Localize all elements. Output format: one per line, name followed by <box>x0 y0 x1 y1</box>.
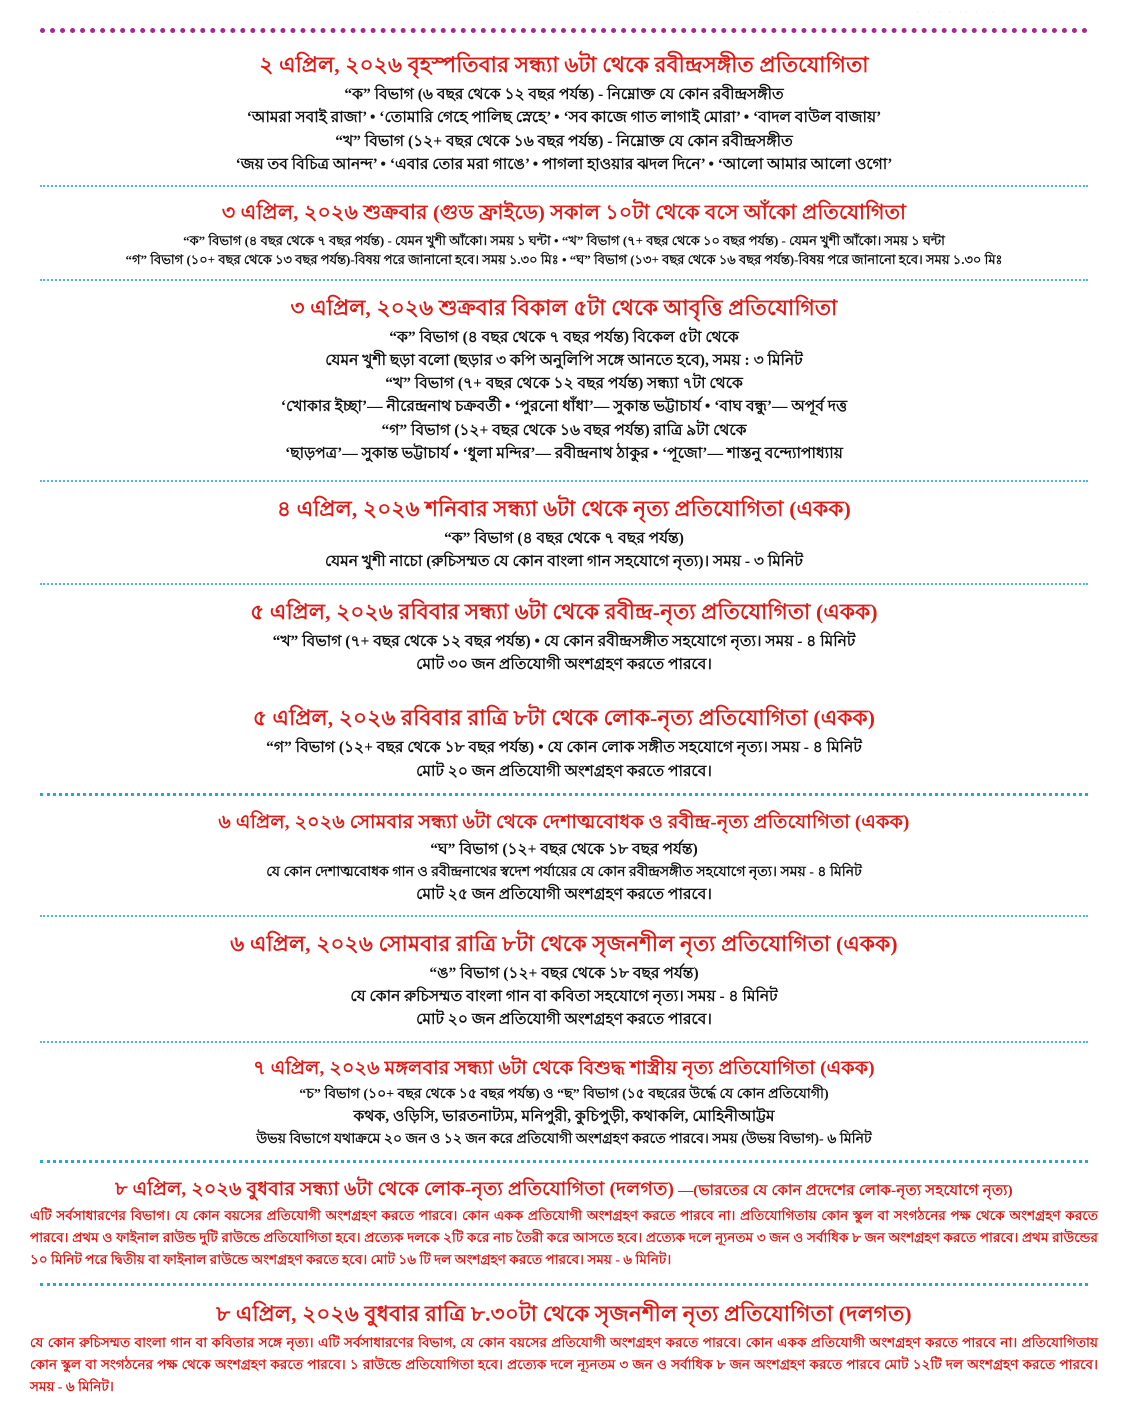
section-line: “ক” বিভাগ (৪ বছর থেকে ৭ বছর পর্যন্ত) <box>444 530 684 548</box>
section-heading: ২ এপ্রিল, ২০২৬ বৃহস্পতিবার সন্ধ্যা ৬টা থেকে রবীন্দ্রসঙ্গীত প্রতিযোগিতা <box>259 53 869 77</box>
section-shastriya <box>0 1048 1128 1154</box>
section-line: “ক” বিভাগ (৪ বছর থেকে ৭ বছর পর্যন্ত) - যেমন খুশী আঁকো। সময় ১ ঘন্টা • “খ” বিভাগ (৭+ বছর থেকে ১০ বছর পর্যন্ত) - যেমন খুশী আঁকো। সময় ১ ঘন্টা <box>183 232 945 248</box>
section-line: যেমন খুশী ছড়া বলো (ছড়ার ৩ কপি অনুলিপি সঙ্গে আনতে হবে), সময় : ৩ মিনিট <box>325 351 803 369</box>
section-line: “ঘ” বিভাগ (১২+ বছর থেকে ১৮ বছর পর্যন্ত) <box>430 841 698 859</box>
section-heading: ৫ এপ্রিল, ২০২৬ রবিবার রাত্রি ৮টা থেকে লোক-নৃত্য প্রতিযোগিতা (একক) <box>252 706 876 731</box>
section-heading: ৩ এপ্রিল, ২০২৬ শুক্রবার বিকাল ৫টা থেকে আবৃত্তি প্রতিযোগিতা <box>290 295 838 320</box>
section-line: “খ” বিভাগ (১২+ বছর থেকে ১৬ বছর পর্যন্ত) - নিম্নোক্ত যে কোন রবীন্দ্রসঙ্গীত <box>335 132 793 150</box>
section-bose-anko <box>0 192 1128 274</box>
divider-blue <box>40 583 1088 585</box>
section-line: “খ” বিভাগ (৭+ বছর থেকে ১২ বছর পর্যন্ত) • যে কোন রবীন্দ্রসঙ্গীত সহযোগে নৃত্য। সময় - ৪ মিনিট <box>272 632 856 650</box>
section-heading: ৮ এপ্রিল, ২০২৬ বুধবার রাত্রি ৮.৩০টা থেকে সৃজনশীল নৃত্য প্রতিযোগিতা (দলগত) <box>216 1302 912 1327</box>
scan-artifact-text: · · · · ·· · ·· · <box>916 8 1008 17</box>
divider-blue <box>40 480 1088 482</box>
section-line: মোট ৩০ জন প্রতিযোগী অংশগ্রহণ করতে পারবে। <box>416 655 712 673</box>
section-line: “গ” বিভাগ (১০+ বছর থেকে ১৩ বছর পর্যন্ত)-বিষয় পরে জানানো হবে। সময় ১.৩০ মিঃ • “ঘ” বিভাগ (১৩+ বছর থেকে ১৬ বছর পর্যন্ত)-বিষয় পরে জানানো হবে। সময় ১.৩০ মিঃ <box>125 252 1003 268</box>
section-line: “ক” বিভাগ (৪ বছর থেকে ৭ বছর পর্যন্ত) বিকেল ৫টা থেকে <box>389 328 739 346</box>
section-line: মোট ২০ জন প্রতিযোগী অংশগ্রহণ করতে পারবে। <box>416 762 712 780</box>
divider-blue <box>40 915 1088 917</box>
divider-blue <box>40 1160 1088 1163</box>
section-line: “খ” বিভাগ (৭+ বছর থেকে ১২ বছর পর্যন্ত) সন্ধ্যা ৭টা থেকে <box>385 375 743 393</box>
section-heading-main: ৮ এপ্রিল, ২০২৬ বুধবার সন্ধ্যা ৬টা থেকে লোক-নৃত্য প্রতিযোগিতা (দলগত) <box>115 1178 675 1200</box>
section-line: “গ” বিভাগ (১২+ বছর থেকে ১৮ বছর পর্যন্ত) • যে কোন লোক সঙ্গীত সহযোগে নৃত্য। সময় - ৪ মিনিট <box>266 739 862 757</box>
section-heading <box>20 1177 1108 1203</box>
section-heading: ৪ এপ্রিল, ২০২৬ শনিবার সন্ধ্যা ৬টা থেকে নৃত্য প্রতিযোগিতা (একক) <box>276 497 852 522</box>
section-heading-tail: —(ভারতের যে কোন প্রদেশের লোক-নৃত্য সহযোগে নৃত্য) <box>674 1182 1013 1199</box>
section-line: ‘খোকার ইচ্ছা’— নীরেন্দ্রনাথ চক্রবর্তী • ‘পুরনো ধাঁধা’— সুকান্ত ভট্টাচার্য • ‘বাঘ বন্ধু’— অপূর্ব দত্ত <box>280 398 848 416</box>
section-heading: ৬ এপ্রিল, ২০২৬ সোমবার সন্ধ্যা ৬টা থেকে দেশাত্মবোধক ও রবীন্দ্র-নৃত্য প্রতিযোগিতা (একক) <box>218 811 910 833</box>
section-abritti <box>0 286 1128 470</box>
section-line: “গ” বিভাগ (১২+ বছর থেকে ১৬ বছর পর্যন্ত) রাত্রি ৯টা থেকে <box>381 421 747 439</box>
divider-blue <box>40 1283 1088 1286</box>
section-rabindrasangeet <box>0 43 1128 180</box>
section-line: “ঙ” বিভাগ (১২+ বছর থেকে ১৮ বছর পর্যন্ত) <box>429 964 699 982</box>
section-nritya-ekok <box>0 487 1128 578</box>
section-deshatmabodhok <box>0 802 1128 910</box>
section-line: যে কোন দেশাত্মবোধক গান ও রবীন্দ্রনাথের স্বদেশ পর্যায়ের যে কোন রবীন্দ্রসঙ্গীত সহযোগে নৃত্য। সময় - ৪ মিনিট <box>266 864 862 880</box>
section-line: ‘জয় তব বিচিত্র আনন্দ’ • ‘এবার তোর মরা গাঙে’ • পাগলা হাওয়ার ঝদল দিনে’ • ‘আলো আমার আলো ওগো’ <box>235 155 893 173</box>
section-line: “চ” বিভাগ (১০+ বছর থেকে ১৫ বছর পর্যন্ত) ও “ছ” বিভাগ (১৫ বছরের উর্দ্ধে যে কোন প্রতিযোগী) <box>299 1087 829 1103</box>
divider-blue <box>40 185 1088 187</box>
divider-top-purple <box>40 28 1088 33</box>
section-line: যে কোন রুচিসম্মত বাংলা গান বা কবিতা সহযোগে নৃত্য। সময় - ৪ মিনিট <box>350 988 778 1006</box>
section-srijonshil-dolgoto <box>0 1292 1128 1404</box>
section-heading: ৭ এপ্রিল, ২০২৬ মঙ্গলবার সন্ধ্যা ৬টা থেকে বিশুদ্ধ শাস্ত্রীয় নৃত্য প্রতিযোগিতা (একক) <box>253 1057 875 1079</box>
section-paragraph: এটি সর্বসাধারণের বিভাগ। যে কোন বয়সের প্রতিযোগী অংশগ্রহণ করতে পারবে। কোন একক প্রতিযোগী অংশগ্রহণ করতে পারবে না। প্রতিযোগিতায় কোন স্কুল বা সংগঠনের পক্ষ থেকে অংশগ্রহণ করতে পারবে। প্রথম ও ফাইনাল রাউন্ড দুটি রাউন্ডে প্রতিযোগিতা হবে। প্রত্যেক দলকে ২টি করে নাচ তৈরী করে আসতে হবে। প্রত্যেক দলে ন্যূনতম ৩ জন ও সর্বাধিক ৮ জন অংশগ্রহণ করতে পারবে। প্রথম রাউন্ডের ১০ মিনিট পরে দ্বিতীয় বা ফাইনাল রাউন্ডে অংশগ্রহণ করতে হবে। মোট ১৬ টি দল অংশগ্রহণ করতে পারবে। সময় - ৬ মিনিট। <box>30 1208 1098 1268</box>
section-line: কথক, ওড়িসি, ভারতনাট্যম, মনিপুরী, কুচিপুড়ী, কথাকলি, মোহিনীআট্টম <box>353 1108 775 1126</box>
divider-blue <box>40 279 1088 281</box>
section-line: ‘আমরা সবাই রাজা’ • ‘তোমারি গেহে পালিছ স্নেহে’ • ‘সব কাজে গাত লাগাই মোরা’ • ‘বাদল বাউল বাজায়’ <box>246 109 882 127</box>
section-line: মোট ২০ জন প্রতিযোগী অংশগ্রহণ করতে পারবে। <box>416 1011 712 1029</box>
section-line: উভয় বিভাগে যথাক্রমে ২০ জন ও ১২ জন করে প্রতিযোগী অংশগ্রহণ করতে পারবে। সময় (উভয় বিভাগ)- ৬ মিনিট <box>256 1131 872 1147</box>
section-lok-nritya-dolgoto <box>0 1169 1128 1278</box>
section-paragraph: যে কোন রুচিসম্মত বাংলা গান বা কবিতার সঙ্গে নৃত্য। এটি সর্বসাধারণের বিভাগ, যে কোন বয়সের প্রতিযোগী অংশগ্রহণ করতে পারবে। কোন একক প্রতিযোগী অংশগ্রহণ করতে পারবে না। প্রতিযোগিতায় কোন স্কুল বা সংগঠনের পক্ষ থেকে অংশগ্রহণ করতে পারবে। ১ রাউন্ডে প্রতিযোগিতা হবে। প্রত্যেক দলে ন্যূনতম ৩ জন ও সর্বাধিক ৮ জন অংশগ্রহণ করতে পারবে মোট ১২টি দল অংশগ্রহণ করতে পারবে। সময় - ৬ মিনিট। <box>30 1335 1098 1395</box>
section-line: যেমন খুশী নাচো (রুচিসম্মত যে কোন বাংলা গান সহযোগে নৃত্য)। সময় - ৩ মিনিট <box>324 553 804 571</box>
section-line: “ক” বিভাগ (৬ বছর থেকে ১২ বছর পর্যন্ত) - নিম্নোক্ত যে কোন রবীন্দ্রসঙ্গীত <box>344 86 784 104</box>
section-heading: ৫ এপ্রিল, ২০২৬ রবিবার সন্ধ্যা ৬টা থেকে রবীন্দ্র-নৃত্য প্রতিযোগিতা (একক) <box>250 599 878 624</box>
section-line: ‘ছাড়পত্র’— সুকান্ত ভট্টাচার্য • ‘ধুলা মন্দির’— রবীন্দ্রনাথ ঠাকুর • ‘পূজো’— শাস্তনু বন্দ্যোপাধ্যায় <box>285 444 843 462</box>
section-line: মোট ২৫ জন প্রতিযোগী অংশগ্রহণ করতে পারবে। <box>416 885 712 903</box>
section-rabindra-nritya <box>0 590 1128 681</box>
section-heading: ৩ এপ্রিল, ২০২৬ শুক্রবার (গুড ফ্রাইডে) সকাল ১০টা থেকে বসে আঁকো প্রতিযোগিতা <box>221 202 907 225</box>
divider-blue <box>40 793 1088 796</box>
section-heading: ৬ এপ্রিল, ২০২৬ সোমবার রাত্রি ৮টা থেকে সৃজনশীল নৃত্য প্রতিযোগিতা (একক) <box>230 931 898 956</box>
section-lok-nritya-ekok <box>0 696 1128 787</box>
divider-blue <box>40 1041 1088 1043</box>
section-srijonshil-ekok <box>0 922 1128 1036</box>
